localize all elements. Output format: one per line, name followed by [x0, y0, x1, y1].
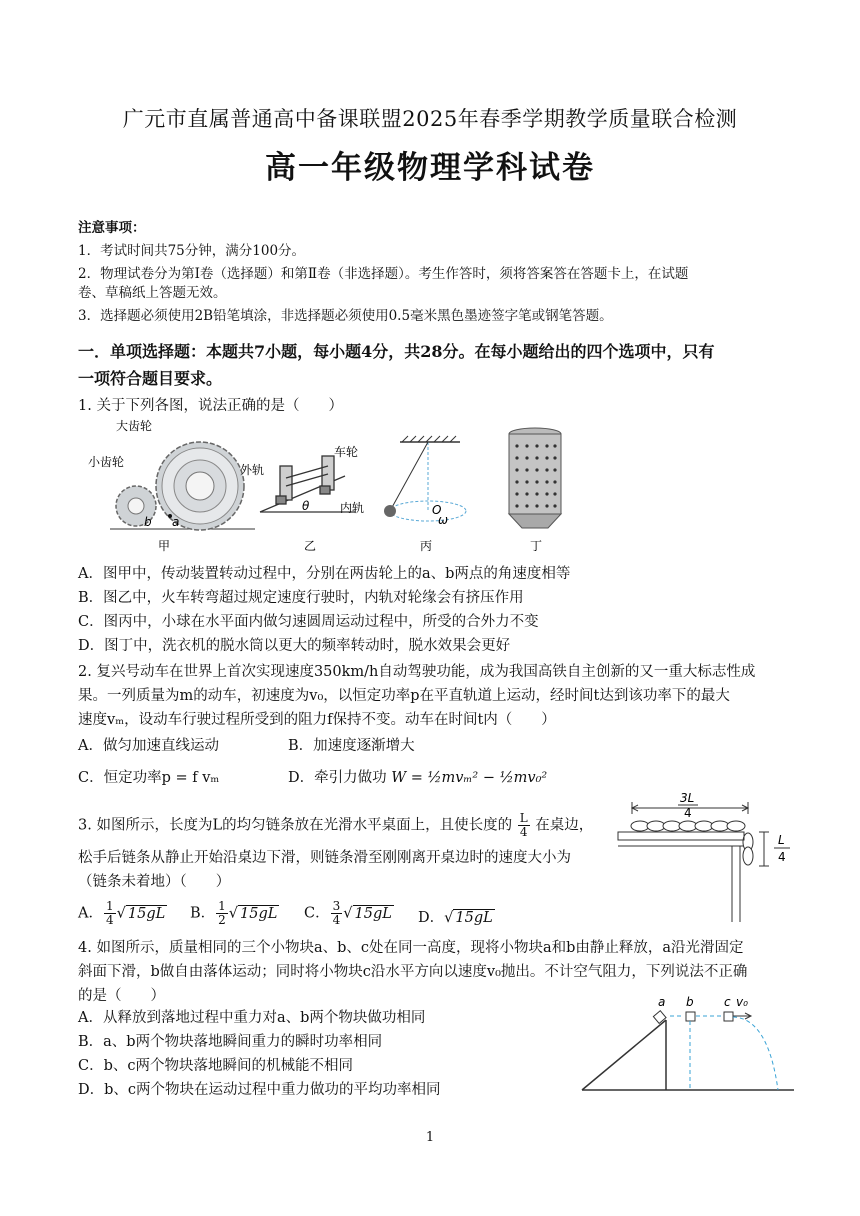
label-a: a: [172, 515, 180, 529]
q3-frac-num: L: [519, 811, 528, 825]
gears-figure: [110, 442, 255, 530]
q3-frac-den: 4: [519, 825, 528, 839]
coef-num: 1: [105, 899, 114, 913]
section-heading-cont: 一项符合题目要求。: [78, 369, 223, 388]
label-theta: θ: [302, 499, 310, 513]
label-outer-rail: 外轨: [240, 463, 265, 477]
q3-option-c-coef: [331, 900, 343, 927]
q1-option-c: C．图丙中，小球在水平面内做匀速圆周运动过程中，所受的合外力不变: [78, 614, 539, 630]
label-omega: ω: [438, 513, 449, 527]
coef-num: 1: [218, 899, 226, 913]
q2-line-1: 2. 复兴号动车在世界上首次实现速度350km/h自动驾驶功能，成为我国高铁自主创新的又一重大标志性成: [78, 664, 756, 680]
q1-option-a: A．图甲中，传动装置转动过程中，分别在两齿轮上的a、b两点的角速度相等: [78, 566, 571, 582]
q1-option-b: B．图乙中，火车转弯超过规定速度行驶时，内轨对轮缘会有挤压作用: [78, 590, 524, 606]
q3-option-b-coef: [216, 900, 228, 927]
q3-line-3: （链条未着地）（ ）: [78, 874, 231, 890]
q4-label-v0: v₀: [736, 995, 748, 1009]
radicand: 15gL: [240, 905, 278, 922]
q3-chain-figure: [612, 790, 802, 922]
label-wheel: 车轮: [334, 445, 359, 459]
radicand: 15gL: [455, 910, 493, 926]
notice-item-2-cont: 卷、草稿纸上答题无效。: [78, 285, 227, 301]
q2-option-d-prefix: D．牵引力做功: [288, 770, 387, 786]
q4-option-b: B．a、b两个物块落地瞬间重力的瞬时功率相同: [78, 1034, 383, 1050]
q3-line-2: 松手后链条从静止开始沿桌边下滑，则链条滑至刚刚离开桌边时的速度大小为: [78, 850, 571, 866]
coef-num: 3: [332, 899, 341, 913]
notice-heading: 注意事项：: [78, 220, 146, 236]
q2-line-3: 速度vₘ，设动车行驶过程所受到的阻力f保持不变。动车在时间t内（ ）: [78, 712, 556, 728]
washing-drum-figure: [509, 428, 561, 528]
q4-label-b: b: [686, 995, 694, 1009]
q3-option-d-label: D．: [418, 910, 445, 926]
q3-line-1-post: 在桌边，: [535, 817, 594, 834]
q4-figure: [578, 990, 798, 1094]
page-number: 1: [425, 1130, 435, 1145]
q1-option-d: D．图丁中，洗衣机的脱水筒以更大的频率转动时，脱水效果会更好: [78, 638, 511, 654]
q3-option-d: D．√ 15gL: [418, 910, 493, 926]
q3-option-c-label: C．: [304, 905, 330, 922]
q3-side-den: 4: [778, 850, 786, 864]
q3-fraction: [518, 812, 530, 839]
q2-option-c: C．恒定功率p = f vₘ: [78, 770, 220, 786]
q4-option-a: A．从释放到落地过程中重力对a、b两个物块做功相同: [78, 1010, 426, 1026]
coef-den: 2: [218, 913, 226, 927]
coef-den: 4: [332, 913, 341, 927]
label-inner-rail: 内轨: [340, 501, 365, 515]
q2-option-a: A．做匀加速直线运动: [78, 738, 219, 754]
label-big-gear: 大齿轮: [116, 419, 153, 433]
label-o: O: [432, 503, 442, 517]
notice-item-1: 1．考试时间共75分钟，满分100分。: [78, 243, 306, 259]
q4-line-2: 斜面下滑，b做自由落体运动；同时将小物块c沿水平方向以速度v₀抛出。不计空气阻力，下列说法不正确: [78, 964, 748, 980]
exam-header-title: 广元市直属普通高中备课联盟2025年春季学期教学质量联合检测: [122, 107, 738, 131]
q1-figure: [80, 416, 600, 558]
label-jia: 甲: [158, 539, 171, 553]
q3-option-b-label: B．: [190, 905, 216, 922]
q2-option-d: [288, 766, 547, 790]
q1-stem: 1. 关于下列各图，说法正确的是（ ）: [78, 398, 343, 414]
q3-line-1-pre: 3. 如图所示，长度为L的均匀链条放在光滑水平桌面上，且使长度的: [78, 817, 513, 834]
q4-label-a: a: [658, 995, 666, 1009]
q4-label-c: c: [724, 995, 731, 1009]
q3-option-c: C． $\frac{3}{4}$ √ 15gL: [304, 899, 392, 927]
q2-option-d-formula: W = ½mvₘ² − ½mv₀²: [391, 770, 548, 786]
q3-top-num: 3L: [680, 791, 695, 805]
q4-option-d: D．b、c两个物块在运动过程中重力做功的平均功率相同: [78, 1082, 441, 1098]
pendulum-figure: [384, 436, 466, 521]
section-heading: 一．单项选择题：本题共7小题，每小题4分，共28分。在每小题给出的四个选项中，只有: [78, 342, 715, 361]
q4-line-1: 4. 如图所示，质量相同的三个小物块a、b、c处在同一高度，现将小物块a和b由静止释放，a沿光滑固定: [78, 940, 744, 956]
exam-subject-title: 高一年级物理学科试卷: [265, 150, 595, 186]
label-bing: 丙: [420, 539, 433, 553]
q3-option-a-coef: [104, 900, 116, 927]
radicand: 15gL: [354, 905, 392, 922]
label-small-gear: 小齿轮: [88, 455, 125, 469]
q3-line-1: [78, 812, 593, 839]
q3-option-a-label: A．: [78, 905, 103, 922]
coef-den: 4: [105, 913, 114, 927]
q4-option-c: C．b、c两个物块落地瞬间的机械能不相同: [78, 1058, 353, 1074]
radicand: 15gL: [127, 905, 166, 922]
label-yi: 乙: [304, 539, 317, 553]
q3-option-a: A． $\frac{1}{4}$ √ 15gL: [78, 899, 166, 927]
q3-top-den: 4: [684, 806, 692, 820]
q2-option-b: B．加速度逐渐增大: [288, 738, 415, 754]
notice-item-2: 2．物理试卷分为第Ⅰ卷（选择题）和第Ⅱ卷（非选择题）。考生作答时，须将答案答在答题卡上，在试题: [78, 266, 689, 282]
q4-line-3: 的是（ ）: [78, 988, 165, 1004]
notice-item-3: 3．选择题必须使用2B铅笔填涂，非选择题必须使用0.5毫米黑色墨迹签字笔或钢笔答题。: [78, 308, 613, 324]
q2-line-2: 果。一列质量为m的动车，初速度为v₀，以恒定功率p在平直轨道上运动，经时间t达到该功率下的最大: [78, 688, 730, 704]
q3-side-num: L: [778, 833, 785, 847]
q3-option-b: B． $\frac{1}{2}$ √ 15gL: [190, 899, 278, 927]
label-b: b: [144, 515, 152, 529]
label-ding: 丁: [530, 539, 543, 553]
